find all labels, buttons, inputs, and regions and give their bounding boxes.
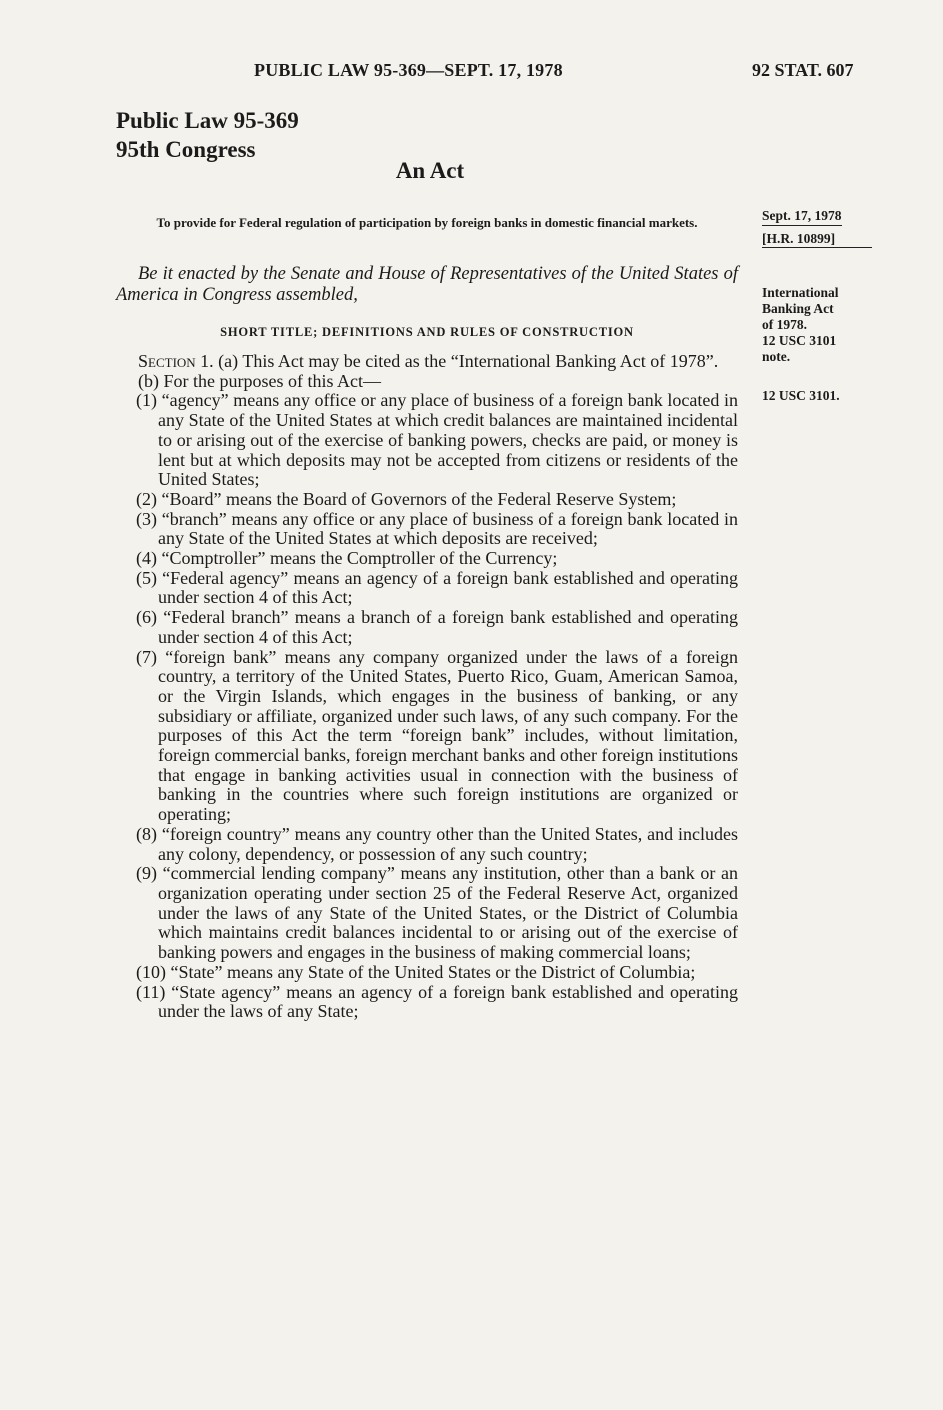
bill-number: [H.R. 10899] — [762, 229, 872, 248]
subsection-b: (b) For the purposes of this Act— — [138, 370, 381, 391]
definition-8: (8) “foreign country” means any country other than the United States, and includes any colony, dependency, or possession of any such country; — [136, 823, 738, 864]
congress-number: 95th Congress — [116, 137, 256, 162]
definition-9: (9) “commercial lending company” means any institution, other than a bank or an organization operating under section 25 of the Federal Reserve Act, organized under the laws of any State of the United States, or the District of Columbia which maintains credit balances incidental to or arising out of the exercise of banking powers and engages in the business of making commercial loans; — [136, 863, 738, 963]
definition-7: (7) “foreign bank” means any company organized under the laws of a foreign country, a territory of the United States, Puerto Rico, Guam, American Samoa, or the Virgin Islands, which engages in the business of banking, or any subsidiary or affiliate, organized under such laws, of any such company. For the purposes of this Act the term “foreign bank” includes, without limitation, foreign commercial banks, foreign merchant banks and other foreign institutions that engage in banking activities usual in connection with the business of banking in the countries where such foreign institutions are organized or operating; — [136, 646, 738, 825]
definition-4: (4) “Comptroller” means the Comptroller of the Currency; — [136, 548, 558, 569]
section-heading: SHORT TITLE; DEFINITIONS AND RULES OF CONSTRUCTION — [220, 325, 634, 339]
act-heading: An Act — [395, 158, 465, 183]
page-number: 92 STAT. 607 — [752, 60, 854, 80]
margin-note-short-title — [762, 285, 839, 365]
margin-note-line: of 1978. — [762, 317, 807, 332]
definition-1: (1) “agency” means any office or any place of business of a foreign bank located in any State of the United States at which credit balances are maintained incidental to or arising out of the exercise of banking powers, checks are paid, or money is lent but at which deposits may not be accepted from citizens or residents of the United States; — [136, 390, 738, 490]
public-law-number: Public Law 95-369 — [116, 108, 299, 133]
section-1-paragraph — [116, 352, 738, 372]
definition-6: (6) “Federal branch” means a branch of a foreign bank established and operating under section 4 of this Act; — [136, 607, 738, 647]
margin-note-line: Banking Act — [762, 301, 834, 316]
definition-11: (11) “State agency” means an agency of a foreign bank established and operating under the laws of any State; — [136, 981, 738, 1022]
section-label: Section 1. — [138, 351, 214, 371]
law-title-block — [116, 106, 299, 164]
definition-2: (2) “Board” means the Board of Governors of the Federal Reserve System; — [136, 488, 677, 509]
section-body — [116, 352, 738, 1022]
running-head: PUBLIC LAW 95-369—SEPT. 17, 1978 — [254, 60, 563, 80]
definition-3: (3) “branch” means any office or any place of business of a foreign bank located in any State of the United States at which deposits are received; — [136, 508, 738, 549]
enacting-clause: Be it enacted by the Senate and House of Representatives of the United States of America in Congress assembled, — [116, 264, 738, 305]
section-1-text: (a) This Act may be cited as the “International Banking Act of 1978”. — [213, 351, 719, 371]
act-purpose: To provide for Federal regulation of participation by foreign banks in domestic financial markets. — [156, 215, 698, 230]
margin-note-date — [762, 208, 872, 248]
margin-note-line: International — [762, 285, 839, 300]
enactment-date: Sept. 17, 1978 — [762, 208, 842, 226]
definition-5: (5) “Federal agency” means an agency of a foreign bank established and operating under section 4 of this Act; — [136, 567, 738, 608]
definition-10: (10) “State” means any State of the United States or the District of Columbia; — [136, 961, 696, 982]
margin-note-usc: 12 USC 3101. — [762, 388, 840, 403]
margin-note-line: 12 USC 3101 — [762, 333, 837, 348]
margin-note-line: note. — [762, 349, 791, 364]
